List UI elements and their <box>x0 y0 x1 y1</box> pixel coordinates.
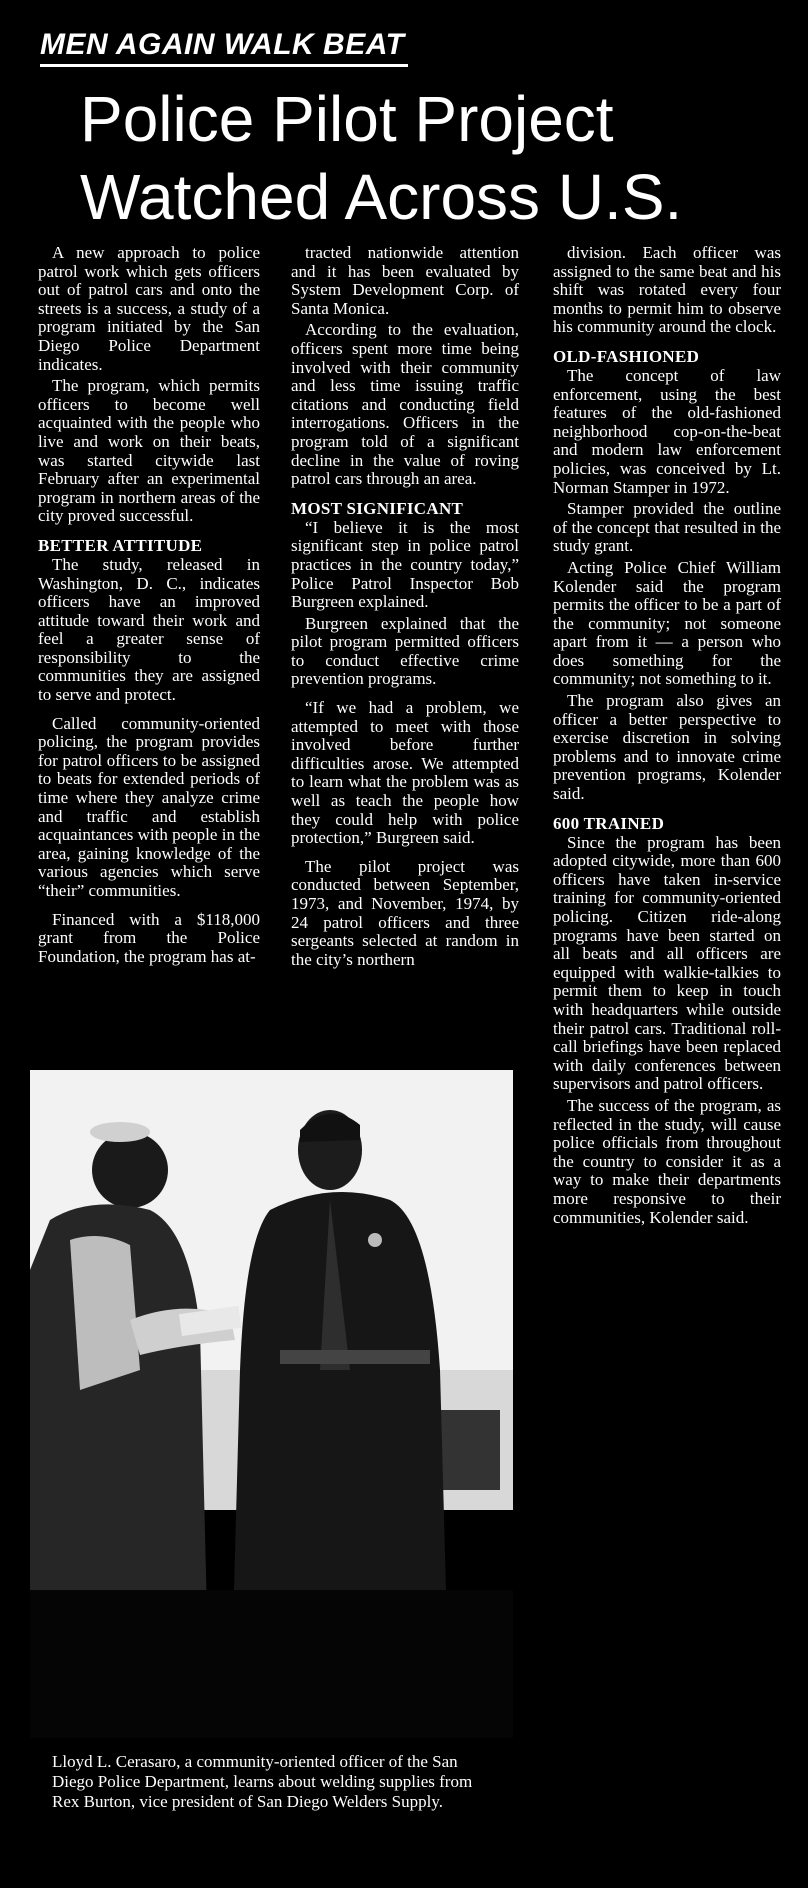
subhead: 600 TRAINED <box>553 813 665 833</box>
kicker-headline: MEN AGAIN WALK BEAT <box>40 28 408 67</box>
subhead: BETTER ATTITUDE <box>38 535 203 555</box>
paragraph: The concept of law enforcement, using the best features of the old-fashioned neighborhood cop-on-the-beat and modern law enforcement policies, was conceived by Lt. Norman Stamper in 1972. <box>553 365 781 497</box>
headline-line-2: Watched Across U.S. <box>80 161 683 233</box>
paragraph: Financed with a $118,000 grant from the Police Foundation, the program has at- <box>38 909 260 966</box>
article-column-2 <box>291 244 519 972</box>
paragraph: Stamper provided the outline of the concept that resulted in the study grant. <box>553 499 781 556</box>
paragraph: Called community-oriented policing, the program provides for patrol officers to be assigned to beats for extended periods of time where they analyze crime and traffic and establish acquaintances with people in the area, gaining knowledge of the various agencies which serve “their” communities. <box>38 713 260 900</box>
subhead: MOST SIGNIFICANT <box>291 498 464 518</box>
subhead: OLD-FASHIONED <box>553 346 700 366</box>
paragraph: A new approach to police patrol work which gets officers out of patrol cars and onto the streets is a success, a study of a program initiated by the San Diego Police Department indicates. <box>38 243 260 374</box>
paragraph: The success of the program, as reflected in the study, will cause police officials from throughout the country to consider it as a way to make their departments more responsive to their communities, Kolender said. <box>553 1095 781 1227</box>
paragraph: “If we had a problem, we attempted to meet with those involved before further difficulties arose. We attempted to learn what the problem was as well as teach the people how they could help with police protection,” Burgreen said. <box>291 698 519 848</box>
paragraph: Since the program has been adopted citywide, more than 600 officers have taken in-service training for community-oriented policing. Citizen ride-along programs have been started on all beats and all officers are equipped with walkie-talkies to permit them to keep in touch with headquarters while outside their patrol cars. Traditional roll-call briefings have been replaced with daily conferences between supervisors and patrol officers. <box>553 832 781 1094</box>
paragraph: According to the evaluation, officers spent more time being involved with their community and less time issuing traffic citations and conducting field interrogations. Officers in the program told of a significant decline in the value of roving patrol cars through an area. <box>291 320 519 489</box>
paragraph: division. Each officer was assigned to the same beat and his shift was rotated every four months to permit him to observe his community around the clock. <box>553 243 781 337</box>
headline-line-1: Police Pilot Project <box>80 83 614 155</box>
photo-caption: Lloyd L. Cerasaro, a community-oriented officer of the San Diego Police Department, learns about welding supplies from Rex Burton, vice president of San Diego Welders Supply. <box>52 1752 473 1811</box>
article-column-3 <box>553 244 781 1230</box>
paragraph: Burgreen explained that the pilot program permitted officers to conduct effective crime prevention programs. <box>291 613 519 689</box>
paragraph: “I believe it is the most significant step in police patrol practices in the country today,” Police Patrol Inspector Bob Burgreen explained. <box>291 517 519 612</box>
news-photo <box>30 1070 513 1738</box>
paragraph: tracted nationwide attention and it has been evaluated by System Development Corp. of Santa Monica. <box>291 243 519 318</box>
article-column-1 <box>38 244 260 969</box>
paragraph: Acting Police Chief William Kolender said the program permits the officer to be a part of the community; not someone apart from it — a person who does something for the community; not something to it. <box>553 557 781 689</box>
paragraph: The program, which permits officers to become well acquainted with the people who live and work on their beats, was started citywide last February after an experimental program in northern areas of the city proved successful. <box>38 376 260 526</box>
headline <box>80 80 800 236</box>
paragraph: The pilot project was conducted between September, 1973, and November, 1974, by 24 patrol officers and three sergeants selected at random in the city’s northern <box>291 856 519 969</box>
paragraph: The study, released in Washington, D. C., indicates officers have an improved attitude toward their work and feel a greater sense of responsibility to the communities they are assigned to serve and protect. <box>38 554 260 705</box>
paragraph: The program also gives an officer a better perspective to exercise discretion in solving problems and to innovate crime prevention programs, Kolender said. <box>553 691 781 804</box>
